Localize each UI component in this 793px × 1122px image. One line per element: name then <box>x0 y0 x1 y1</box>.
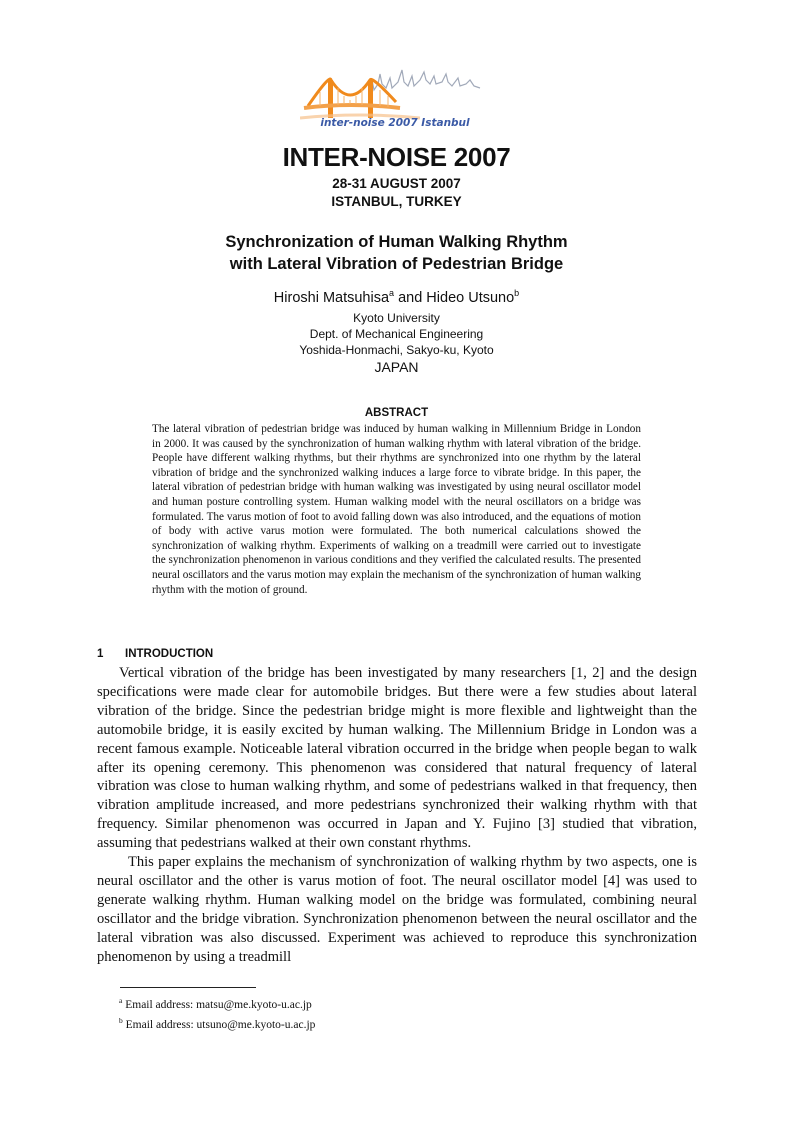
section-title: INTRODUCTION <box>125 648 214 660</box>
conference-title: INTER-NOISE 2007 <box>282 142 511 172</box>
affiliation-department: Dept. of Mechanical Engineering <box>309 327 484 341</box>
section-number: 1 <box>97 648 104 660</box>
footnote-text: Email address: utsuno@me.kyoto-u.ac.jp <box>122 1018 316 1031</box>
paragraph: Vertical vibration of the bridge has been investigated by many researchers [1, 2] and the design specifications were made clear for automobile bridges. But there were a few studies about lateral vibration of the bridge. Since the pedestrian bridge might is more flexible and lightweight than the automobile bridge, it is easily excited by human walking. The Millennium Bridge in London was a recent famous example. Noticeable lateral vibration occurred in the bridge when people began to walk after its opening ceremony. This phenomenon was considered that natural frequency of lateral vibration was close to human walking rhythm, and some of pedestrians walked in that frequency, then vibration amplitude increased, and more pedestrians synchronized their walking rhythm with that frequency. Similar phenomenon was occurred in Japan and Y. Fujino [3] studied that vibration, assuming that pedestrians walked at their own constant rhythms. <box>97 665 697 852</box>
affiliation-mark: a <box>389 288 395 298</box>
footnote-text: Email address: matsu@me.kyoto-u.ac.jp <box>122 998 312 1011</box>
footnote <box>119 993 315 1013</box>
conference-location: ISTANBUL, TURKEY <box>331 194 462 209</box>
affiliation-mark: b <box>514 288 520 298</box>
affiliation-university: Kyoto University <box>353 311 440 325</box>
affiliation-country: JAPAN <box>374 359 419 375</box>
logo-text: inter-noise 2007 Istanbul <box>320 117 470 129</box>
paper-title <box>0 231 793 275</box>
conference-info <box>0 175 793 211</box>
conference-dates: 28-31 AUGUST 2007 <box>332 176 461 191</box>
abstract-heading: ABSTRACT <box>364 407 429 419</box>
conference-logo <box>300 62 490 138</box>
footnote-mark: a <box>119 996 123 1005</box>
footnote-mark: b <box>119 1015 123 1025</box>
paragraph: This paper explains the mechanism of synchronization of walking rhythm by two aspects, one is neural oscillator and the other is varus motion of foot. The neural oscillator model [4] was used to generate walking rhythm. Human walking model on the bridge was formulated, combining neural oscillator and the bridge vibration. Synchronization phenomenon between the neural oscillator and the lateral vibration was also discussed. Experiment was achieved to reproduce this synchronization phenomenon by using a treadmill <box>97 854 697 965</box>
footnote <box>119 1013 315 1033</box>
section-heading <box>97 648 213 660</box>
affiliation-address: Yoshida-Honmachi, Sakyo-ku, Kyoto <box>299 343 494 357</box>
abstract-text: The lateral vibration of pedestrian bridge was induced by human walking in Millennium Bridge in London in 2000. It was caused by the synchronization of human walking rhythm with lateral vibration of the bridge. People have different walking rhythms, but their rhythms are synchronized into one rhythm by the lateral vibration of bridge and the synchronized walking induces a large force to vibrate bridge. In this paper, the lateral vibration of pedestrian bridge with human walking was investigated by using neural oscillator model and human posture controlling system. Human walking model with the neural oscillators on a bridge was formulated. The varus motion of foot to avoid falling down was also introduced, and the equations of motion of body with active varus motion were formulated. The both numerical calculations showed the synchronization of walking rhythm. Experiments of walking on a treadmill were carried out to investigate the synchronization phenomenon in various conditions and they verified the calculated results. The presented neural oscillators and the varus motion may explain the mechanism of the synchronization of human walking rhythm with the motion of ground. <box>152 423 641 596</box>
author-name: and Hideo Utsuno <box>394 289 515 306</box>
paper-title-line-2: with Lateral Vibration of Pedestrian Bridge <box>229 255 564 273</box>
author-list <box>0 288 793 306</box>
affiliation <box>0 310 793 376</box>
paper-title-line-1: Synchronization of Human Walking Rhythm <box>225 233 568 251</box>
introduction-body <box>97 664 697 967</box>
footnote-divider <box>120 987 256 988</box>
footnotes <box>119 993 315 1033</box>
author-name: Hiroshi Matsuhisa <box>273 289 390 306</box>
